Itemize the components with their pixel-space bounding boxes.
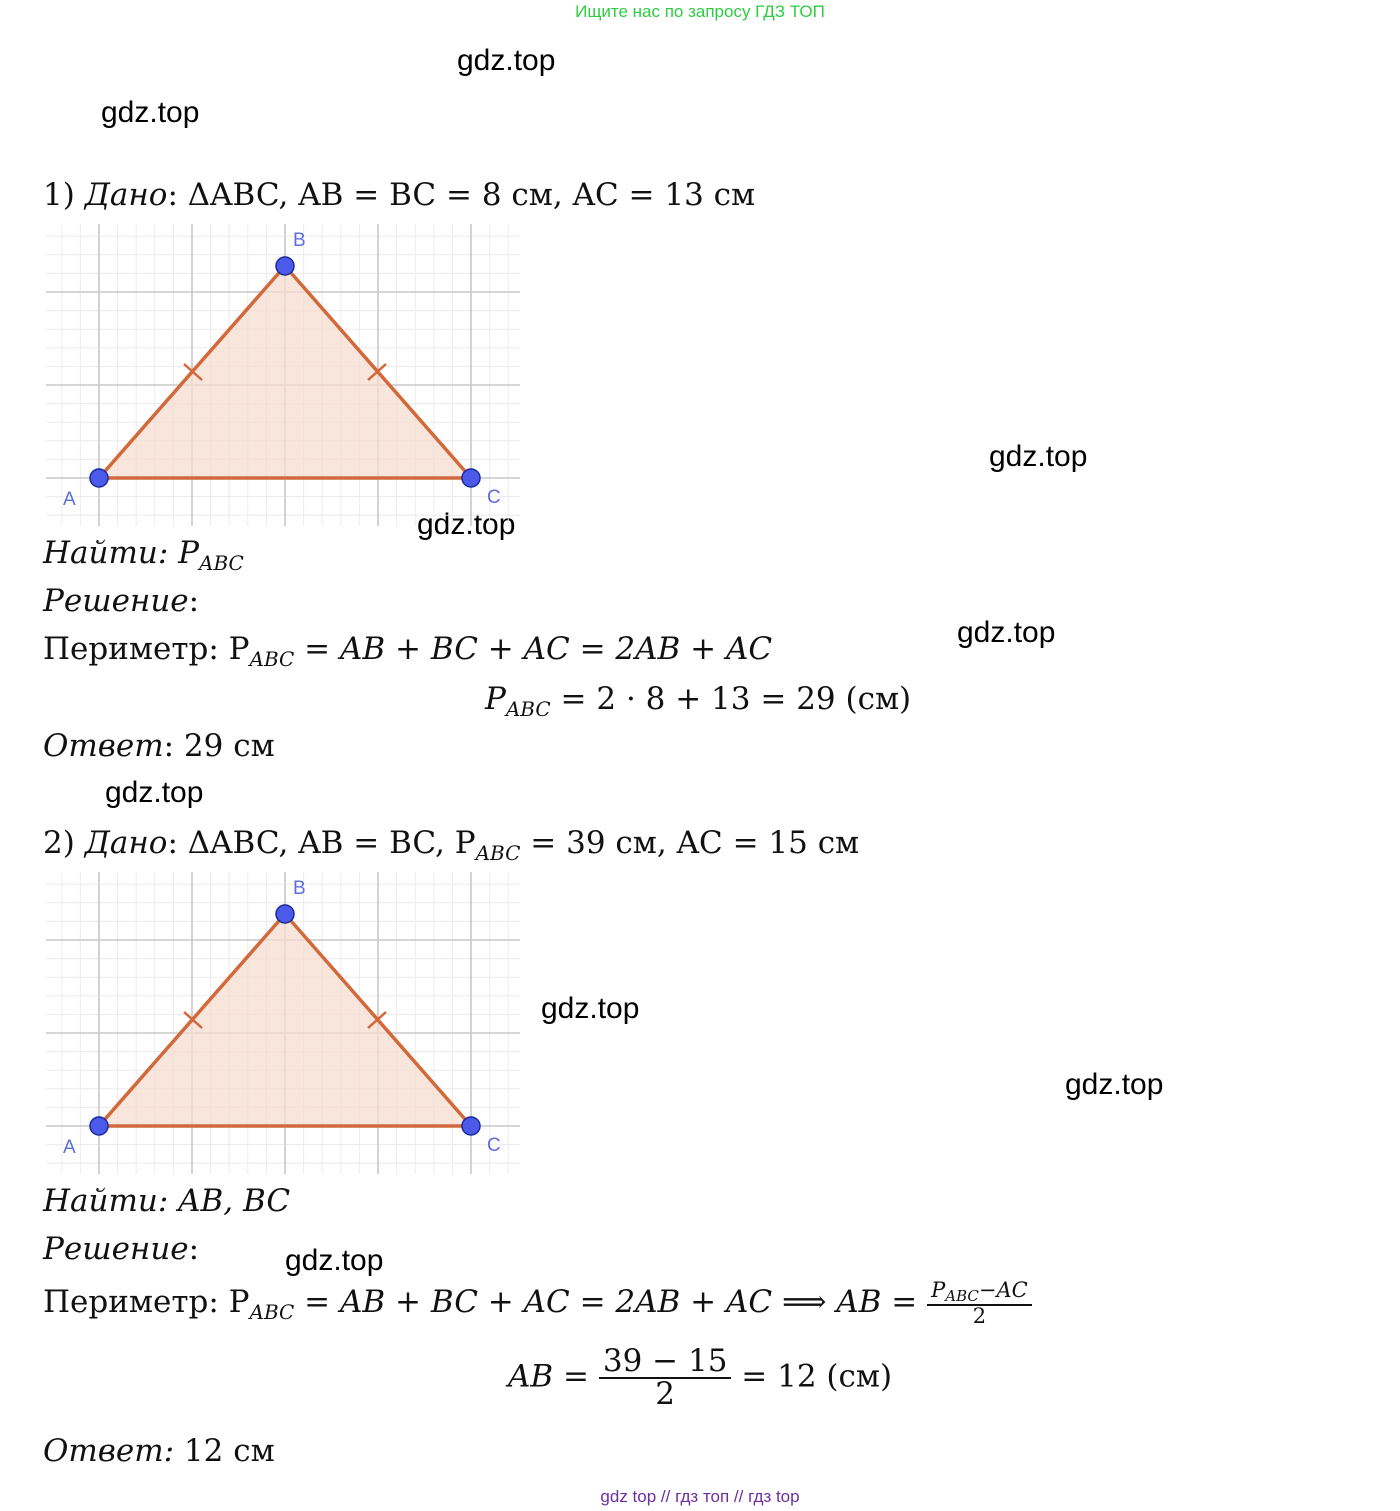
task1-given [43, 177, 756, 213]
task1-answer-label: Ответ [43, 728, 164, 764]
watermark: gdz.top [417, 508, 516, 541]
label-a: A [63, 1137, 76, 1158]
task1-solution-label: Решение [43, 583, 189, 619]
watermark: gdz.top [101, 96, 200, 129]
task2-perimeter-sub: ABC [249, 1300, 295, 1324]
task1-calc-p: P [485, 681, 506, 717]
watermark: gdz.top [105, 776, 204, 809]
label-b: B [293, 230, 306, 251]
point-b [276, 905, 294, 923]
task1-solution-colon: : [188, 583, 200, 619]
task2-solution-label: Решение [43, 1231, 189, 1267]
fraction-numerator [927, 1280, 1032, 1306]
watermark: gdz.top [989, 440, 1088, 473]
task1-triangle-figure [46, 224, 520, 526]
point-b [276, 257, 294, 275]
task2-perimeter-label: Периметр: P [43, 1284, 250, 1320]
watermark: gdz.top [457, 44, 556, 77]
task1-calc-sub: ABC [505, 697, 551, 721]
task2-perimeter-formula [43, 1280, 1032, 1327]
task1-perimeter-rest: = AB + BC + AC = 2AB + AC [294, 631, 773, 667]
task1-given-label: Дано [84, 177, 168, 213]
fraction-num-p: P [931, 1278, 946, 1302]
task2-given [43, 825, 860, 865]
point-c [462, 469, 480, 487]
task2-given-text-a: : ΔABC, AB = BC, P [167, 825, 476, 861]
task2-answer-value: 12 см [174, 1433, 275, 1469]
label-b: B [293, 878, 306, 899]
watermark: gdz.top [957, 616, 1056, 649]
task2-calc-lhs: AB = [508, 1358, 599, 1395]
task2-find-value: : AB, BC [157, 1183, 291, 1219]
task2-calc-fraction [599, 1343, 732, 1412]
label-c: C [487, 1135, 501, 1156]
task2-given-sub: ABC [475, 841, 521, 865]
task2-given-text-b: = 39 см, AC = 15 см [520, 825, 860, 861]
label-c: C [487, 487, 501, 508]
task1-find-p: : P [157, 535, 200, 571]
task1-calculation [485, 681, 912, 721]
task2-number: 2) [43, 825, 75, 861]
task2-ab-fraction [927, 1280, 1032, 1327]
task2-solution-heading [43, 1231, 200, 1267]
task2-answer-label: Ответ: [43, 1433, 175, 1469]
task1-number: 1) [43, 177, 75, 213]
label-a: A [63, 489, 76, 510]
task1-solution-heading [43, 583, 200, 619]
task2-calc-rhs: = 12 (см) [731, 1358, 893, 1395]
task2-calculation [508, 1343, 893, 1412]
task2-answer [43, 1433, 275, 1469]
watermark: gdz.top [1065, 1068, 1164, 1101]
task2-find-label: Найти [43, 1183, 158, 1219]
calc-numerator: 39 − 15 [599, 1346, 732, 1379]
task1-answer [43, 728, 275, 764]
task1-find [43, 535, 244, 575]
task1-find-sub: ABC [199, 551, 244, 575]
point-a [90, 1117, 108, 1135]
point-c [462, 1117, 480, 1135]
point-a [90, 469, 108, 487]
search-banner: Ищите нас по запросу ГДЗ ТОП [575, 2, 825, 21]
task1-calc-rest: = 2 · 8 + 13 = 29 (см) [550, 681, 912, 717]
watermark: gdz.top [285, 1244, 384, 1277]
task2-given-label: Дано [84, 825, 168, 861]
fraction-denominator: 2 [972, 1304, 987, 1328]
task1-find-label: Найти [43, 535, 158, 571]
fraction-num-sub: ABC [945, 1287, 979, 1305]
task1-answer-value: : 29 см [163, 728, 275, 764]
task2-find [43, 1183, 291, 1219]
task1-given-text: : ΔABC, AB = BC = 8 см, AC = 13 см [167, 177, 756, 213]
watermark: gdz.top [541, 992, 640, 1025]
footer-watermark: gdz top // гдз топ // гдз top [600, 1487, 800, 1506]
task1-perimeter-formula [43, 631, 773, 671]
task2-perimeter-rest: = AB + BC + AC = 2AB + AC ⟹ AB = [294, 1284, 928, 1320]
fraction-num-rest: −AC [978, 1278, 1028, 1302]
task2-triangle-figure [46, 872, 520, 1174]
task1-perimeter-sub: ABC [249, 647, 295, 671]
task2-solution-colon: : [188, 1231, 200, 1267]
task1-perimeter-label: Периметр: P [43, 631, 250, 667]
calc-denominator: 2 [655, 1376, 676, 1412]
